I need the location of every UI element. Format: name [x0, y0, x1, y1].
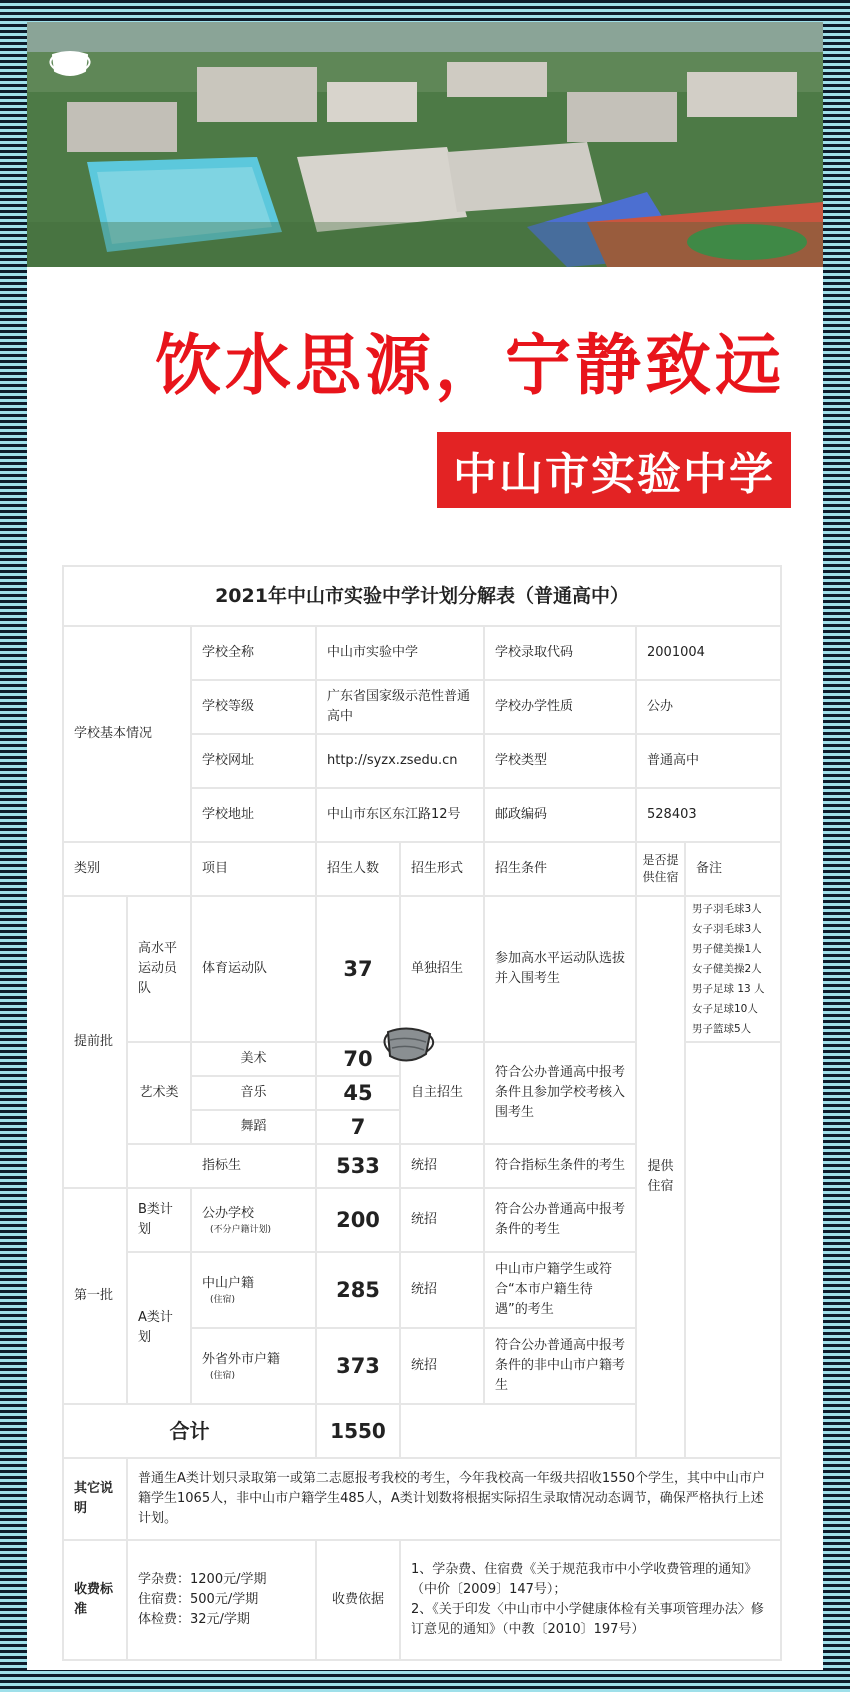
header-form: 招生形式 [400, 842, 484, 896]
info-key: 学校录取代码 [484, 626, 636, 680]
info-value: 2001004 [636, 626, 781, 680]
basic-info-label: 学校基本情况 [63, 626, 191, 842]
campus-aerial-photo [27, 22, 823, 267]
batch-first-label: 第一批 [63, 1188, 127, 1404]
b-condition: 符合公办普通高中报考条件的考生 [484, 1188, 636, 1252]
header-condition: 招生条件 [484, 842, 636, 896]
remark-line: 男子篮球5人 [692, 1023, 752, 1035]
quota-count: 533 [316, 1144, 400, 1188]
info-key: 学校地址 [191, 788, 316, 842]
info-key: 学校网址 [191, 734, 316, 788]
header-item: 项目 [191, 842, 316, 896]
art-item: 舞蹈 [191, 1110, 316, 1144]
art-count: 7 [316, 1110, 400, 1144]
a2-condition: 符合公办普通高中报考条件的非中山市户籍考生 [484, 1328, 636, 1404]
info-key: 学校类型 [484, 734, 636, 788]
a2-item-name: 外省外市户籍 [202, 1352, 281, 1367]
a1-condition: 中山市户籍学生或符合“本市户籍生待遇”的考生 [484, 1252, 636, 1328]
sports-condition: 参加高水平运动队选拔并入围考生 [484, 896, 636, 1042]
a2-form: 统招 [400, 1328, 484, 1404]
a2-item [191, 1328, 316, 1404]
fee-line: 住宿费：500元/学期 [138, 1592, 259, 1607]
sports-remark [685, 896, 781, 1042]
face-mask-icon [47, 47, 93, 81]
fee-label: 收费标准 [63, 1540, 127, 1660]
remark-line: 女子健美操2人 [692, 963, 762, 975]
total-empty [400, 1404, 636, 1458]
fee-list [127, 1540, 316, 1660]
b-item-note: (不分户籍计划) [210, 1225, 272, 1235]
remark-line: 女子羽毛球3人 [692, 923, 762, 935]
b-count: 200 [316, 1188, 400, 1252]
info-key: 邮政编码 [484, 788, 636, 842]
remark-line: 女子足球10人 [692, 1003, 758, 1015]
quota-form: 统招 [400, 1144, 484, 1188]
art-condition: 符合公办普通高中报考条件且参加学校考核入围考生 [484, 1042, 636, 1144]
info-key: 学校全称 [191, 626, 316, 680]
info-value: 普通高中 [636, 734, 781, 788]
quota-condition: 符合指标生条件的考生 [484, 1144, 636, 1188]
info-key: 学校等级 [191, 680, 316, 734]
a1-item-name: 中山户籍 [202, 1276, 255, 1291]
a1-form: 统招 [400, 1252, 484, 1328]
fee-line: 学杂费：1200元/学期 [138, 1572, 267, 1587]
school-name-banner: 中山市实验中学 [437, 432, 791, 508]
header-remark: 备注 [685, 842, 781, 896]
fee-basis-label: 收费依据 [316, 1540, 400, 1660]
art-count: 70 [316, 1042, 400, 1076]
info-value: 528403 [636, 788, 781, 842]
remark-line: 男子健美操1人 [692, 943, 762, 955]
quota-item: 指标生 [127, 1144, 316, 1188]
a1-item [191, 1252, 316, 1328]
info-value[interactable]: http://syzx.zsedu.cn [316, 734, 484, 788]
b-form: 统招 [400, 1188, 484, 1252]
enrollment-plan-table [62, 565, 782, 1661]
b-item [191, 1188, 316, 1252]
a2-count: 373 [316, 1328, 400, 1404]
sports-count: 37 [316, 896, 400, 1042]
total-label: 合计 [63, 1404, 316, 1458]
poster [27, 22, 823, 1670]
sports-item: 体育运动队 [191, 896, 316, 1042]
header-category: 类别 [63, 842, 191, 896]
header-count: 招生人数 [316, 842, 400, 896]
table-title: 2021年中山市实验中学计划分解表（普通高中） [63, 566, 781, 626]
header-lodging: 是否提供住宿 [636, 842, 685, 896]
remark-empty [685, 1042, 781, 1458]
a1-count: 285 [316, 1252, 400, 1328]
fee-basis-line: 2、《关于印发〈中山市中小学健康体检有关事项管理办法〉修订意见的通知》（中教〔2010〕197号） [411, 1602, 764, 1637]
art-form: 自主招生 [400, 1042, 484, 1144]
remark-line: 男子足球 13 人 [692, 983, 765, 995]
b-group-label: B类计划 [127, 1188, 191, 1252]
fee-basis [400, 1540, 781, 1660]
a-group-label: A类计划 [127, 1252, 191, 1404]
art-item: 音乐 [191, 1076, 316, 1110]
fee-basis-line: 1、学杂费、住宿费《关于规范我市中小学收费管理的通知》（中价〔2009〕147号）； [411, 1562, 758, 1597]
a2-item-note: (住宿) [210, 1371, 236, 1381]
other-label: 其它说明 [63, 1458, 127, 1540]
face-mask-icon [380, 1022, 436, 1068]
art-item: 美术 [191, 1042, 316, 1076]
fee-line: 体检费：32元/学期 [138, 1612, 250, 1627]
other-text: 普通生A类计划只录取第一或第二志愿报考我校的考生，今年我校高一年级共招收1550个学生，其中中山市户籍学生1065人，非中山市户籍学生485人，A类计划数将根据实际招生录取情况动态调节，确保严格执行上述计划。 [127, 1458, 781, 1540]
art-count: 45 [316, 1076, 400, 1110]
info-value: 公办 [636, 680, 781, 734]
sports-form: 单独招生 [400, 896, 484, 1042]
b-item-name: 公办学校 [202, 1206, 255, 1221]
sports-group-label: 高水平运动员队 [127, 896, 191, 1042]
total-value: 1550 [316, 1404, 400, 1458]
batch-early-label: 提前批 [63, 896, 127, 1188]
slogan-heading: 饮水思源，宁静致远 [155, 327, 785, 404]
remark-line: 男子羽毛球3人 [692, 903, 762, 915]
lodging-value: 提供住宿 [636, 896, 685, 1458]
info-value: 中山市实验中学 [316, 626, 484, 680]
a1-item-note: (住宿) [210, 1295, 236, 1305]
info-key: 学校办学性质 [484, 680, 636, 734]
info-value: 广东省国家级示范性普通高中 [316, 680, 484, 734]
info-value: 中山市东区东江路12号 [316, 788, 484, 842]
art-group-label: 艺术类 [127, 1042, 191, 1144]
